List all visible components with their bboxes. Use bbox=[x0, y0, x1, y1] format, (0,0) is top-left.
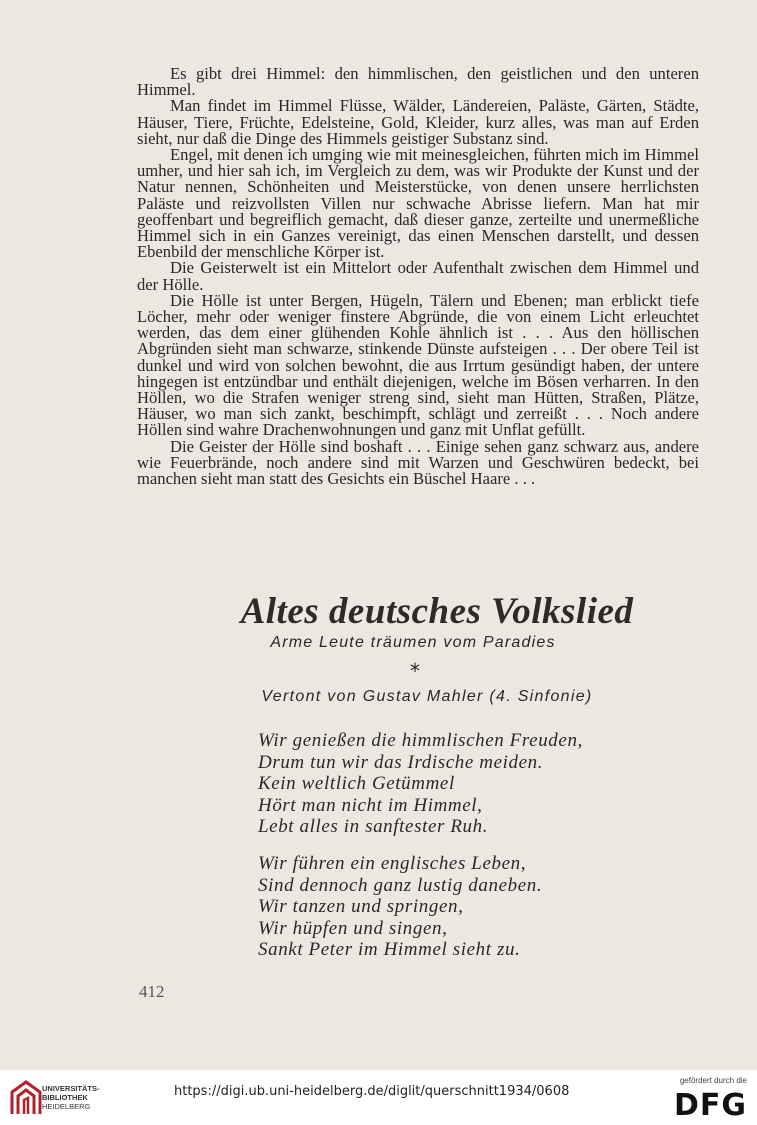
paragraph: Die Geisterwelt ist ein Mittelort oder Aufenthalt zwischen dem Himmel und der Hölle. bbox=[137, 258, 699, 294]
funding-note: gefördert durch die bbox=[679, 1076, 747, 1085]
library-name-line: UNIVERSITÄTS- bbox=[42, 1084, 100, 1093]
paragraph: Die Geister der Hölle sind boshaft . . . Einige sehen ganz schwarz aus, andere wie Feuerbrände, noch andere sind mit Warzen und Geschwüren bedeckt, bei manchen sieht man statt des Gesichts ein Büschel Haare . . . bbox=[137, 436, 699, 489]
permalink-url[interactable]: https://digi.ub.uni-heidelberg.de/diglit/querschnitt1934/0608 bbox=[174, 1084, 570, 1099]
poem-stanza-2 bbox=[258, 853, 698, 961]
library-name bbox=[42, 1084, 100, 1111]
poem-line: Sind dennoch ganz lustig daneben. bbox=[258, 874, 543, 896]
poem-line: Lebt alles in sanftester Ruh. bbox=[258, 816, 489, 837]
composer-credit: Vertont von Gustav Mahler (4. Sinfonie) bbox=[261, 688, 593, 705]
paragraph: Die Hölle ist unter Bergen, Hügeln, Tälern und Ebenen; man erblickt tiefe Löcher, mehr oder weniger finstere Abgründe, die von einem Licht erleuchtet werden, das dem einer glühenden Kohle ähnlich ist . . . Aus den höllischen Abgründen sieht man schwarze, stinkende Dünste aufsteigen . . . Der obere Teil ist dunkel und wird von solchen bewohnt, die aus Irrtum gesündigt haben, der untere hingegen ist entzündbar und enthält diejenigen, welche im Bösen verharren. In den Höllen, wo die Strafen weniger streng sind, sieht man Hütten, Straßen, Plätze, Häuser, wo man sich zankt, beschimpft, schlägt und zerreißt . . . Noch andere Höllen sind wahre Drachenwohnungen und ganz mit Unflat gefüllt. bbox=[137, 290, 699, 440]
viewer-footer bbox=[0, 1070, 757, 1125]
poem-line: Sankt Peter im Himmel sieht zu. bbox=[258, 939, 521, 960]
poem-line: Wir hüpfen und singen, bbox=[258, 917, 448, 939]
library-name-line: BIBLIOTHEK bbox=[42, 1093, 88, 1102]
paragraph: Man findet im Himmel Flüsse, Wälder, Ländereien, Paläste, Gärten, Städte, Häuser, Tiere, Früchte, Edelsteine, Gold, Kleider, kurz alles, was man auf Erden sieht, nur daß die Dinge des Himmels geistiger Substanz sind. bbox=[137, 96, 699, 148]
poem-line: Wir führen ein englisches Leben, bbox=[258, 853, 527, 874]
poem-stanza-1 bbox=[258, 730, 698, 838]
dfg-logo: DFG bbox=[673, 1088, 747, 1123]
poem-line: Kein weltlich Getümmel bbox=[258, 773, 455, 794]
page-number: 412 bbox=[139, 982, 165, 1001]
poem-subtitle: Arme Leute träumen vom Paradies bbox=[270, 634, 556, 651]
poem-line: Wir tanzen und springen, bbox=[258, 896, 464, 917]
separator-asterisk: * bbox=[410, 659, 420, 683]
university-library-logo-icon bbox=[8, 1078, 44, 1118]
prose-text bbox=[137, 66, 699, 487]
poem-line: Drum tun wir das Irdische meiden. bbox=[258, 751, 544, 773]
poem-line: Wir genießen die himmlischen Freuden, bbox=[258, 730, 583, 751]
library-name-line: HEIDELBERG bbox=[42, 1102, 91, 1111]
paragraph: Engel, mit denen ich umging wie mit meinesgleichen, führten mich im Himmel umher, und hier sah ich, im Vergleich zu dem, was wir Produkte der Kunst und der Natur nennen, Schönheiten und Meisterstücke, von denen unsere herrlichsten Paläste und reizvollsten Villen nur schwache Abrisse liefern. Man hat mir geoffenbart und begreiflich gemacht, daß dieser ganze, zerteilte und unermeßliche Himmel sich in ein Ganzes vereinigt, das einen Menschen darstellt, und dessen Ebenbild der menschliche Körper ist. bbox=[137, 145, 699, 262]
poem-title: Altes deutsches Volkslied bbox=[240, 591, 634, 632]
paragraph: Es gibt drei Himmel: den himmlischen, den geistlichen und den unteren Himmel. bbox=[137, 64, 699, 100]
poem-line: Hört man nicht im Himmel, bbox=[258, 794, 483, 816]
